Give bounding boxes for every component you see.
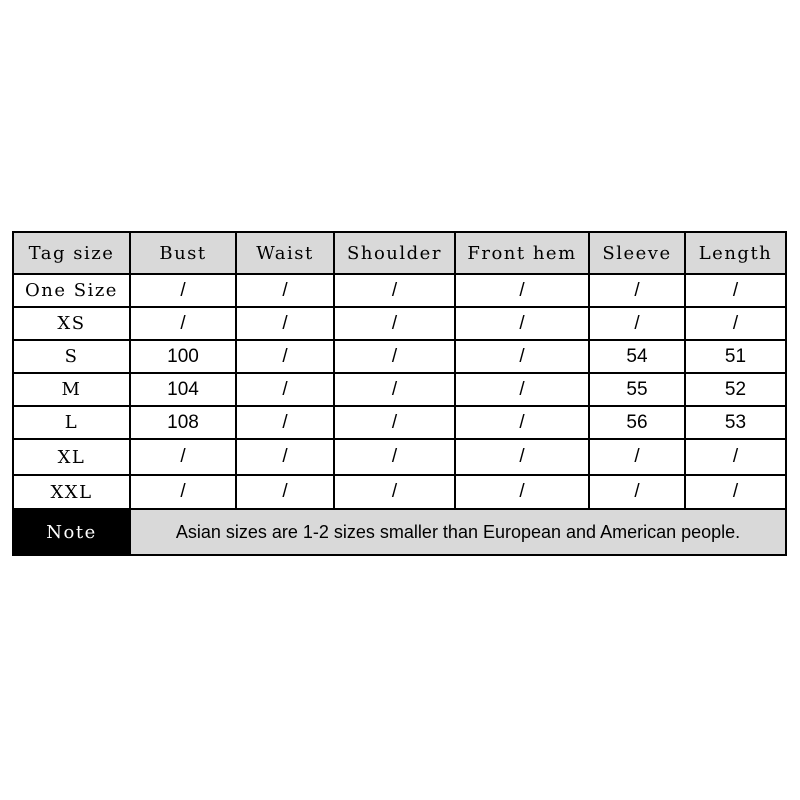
shoulder-cell: / <box>334 406 455 439</box>
table-row <box>13 475 786 509</box>
table-row <box>13 439 786 475</box>
header-cell-front-hem: Front hem <box>455 232 589 274</box>
length-cell: 51 <box>685 340 786 373</box>
note-row <box>13 509 786 555</box>
length-cell: 53 <box>685 406 786 439</box>
front-hem-cell: / <box>455 406 589 439</box>
sleeve-cell: / <box>589 274 685 307</box>
waist-cell: / <box>236 340 334 373</box>
size-label: XXL <box>13 475 130 509</box>
header-cell-length: Length <box>685 232 786 274</box>
bust-cell: / <box>130 274 236 307</box>
shoulder-cell: / <box>334 340 455 373</box>
front-hem-cell: / <box>455 373 589 406</box>
sleeve-cell: / <box>589 307 685 340</box>
waist-cell: / <box>236 274 334 307</box>
sleeve-cell: / <box>589 439 685 475</box>
header-cell-sleeve: Sleeve <box>589 232 685 274</box>
bust-cell: / <box>130 307 236 340</box>
shoulder-cell: / <box>334 475 455 509</box>
bust-cell: 108 <box>130 406 236 439</box>
table-row <box>13 307 786 340</box>
waist-cell: / <box>236 475 334 509</box>
size-label: XS <box>13 307 130 340</box>
sleeve-cell: 56 <box>589 406 685 439</box>
front-hem-cell: / <box>455 274 589 307</box>
front-hem-cell: / <box>455 340 589 373</box>
shoulder-cell: / <box>334 373 455 406</box>
size-label: L <box>13 406 130 439</box>
front-hem-cell: / <box>455 475 589 509</box>
header-cell-tag-size: Tag size <box>13 232 130 274</box>
length-cell: / <box>685 307 786 340</box>
size-chart-table <box>12 231 787 556</box>
sleeve-cell: 54 <box>589 340 685 373</box>
table-row <box>13 406 786 439</box>
table-row <box>13 274 786 307</box>
shoulder-cell: / <box>334 439 455 475</box>
sleeve-cell: 55 <box>589 373 685 406</box>
header-cell-shoulder: Shoulder <box>334 232 455 274</box>
bust-cell: 104 <box>130 373 236 406</box>
table-row <box>13 373 786 406</box>
table-row <box>13 340 786 373</box>
front-hem-cell: / <box>455 307 589 340</box>
length-cell: / <box>685 439 786 475</box>
note-text: Asian sizes are 1-2 sizes smaller than European and American people. <box>130 509 786 555</box>
shoulder-cell: / <box>334 307 455 340</box>
size-label: XL <box>13 439 130 475</box>
waist-cell: / <box>236 373 334 406</box>
waist-cell: / <box>236 307 334 340</box>
bust-cell: 100 <box>130 340 236 373</box>
note-label: Note <box>13 509 130 555</box>
length-cell: 52 <box>685 373 786 406</box>
sleeve-cell: / <box>589 475 685 509</box>
waist-cell: / <box>236 406 334 439</box>
size-label: M <box>13 373 130 406</box>
shoulder-cell: / <box>334 274 455 307</box>
header-cell-waist: Waist <box>236 232 334 274</box>
header-row <box>13 232 786 274</box>
header-cell-bust: Bust <box>130 232 236 274</box>
waist-cell: / <box>236 439 334 475</box>
bust-cell: / <box>130 475 236 509</box>
size-label: One Size <box>13 274 130 307</box>
length-cell: / <box>685 475 786 509</box>
bust-cell: / <box>130 439 236 475</box>
front-hem-cell: / <box>455 439 589 475</box>
length-cell: / <box>685 274 786 307</box>
size-label: S <box>13 340 130 373</box>
